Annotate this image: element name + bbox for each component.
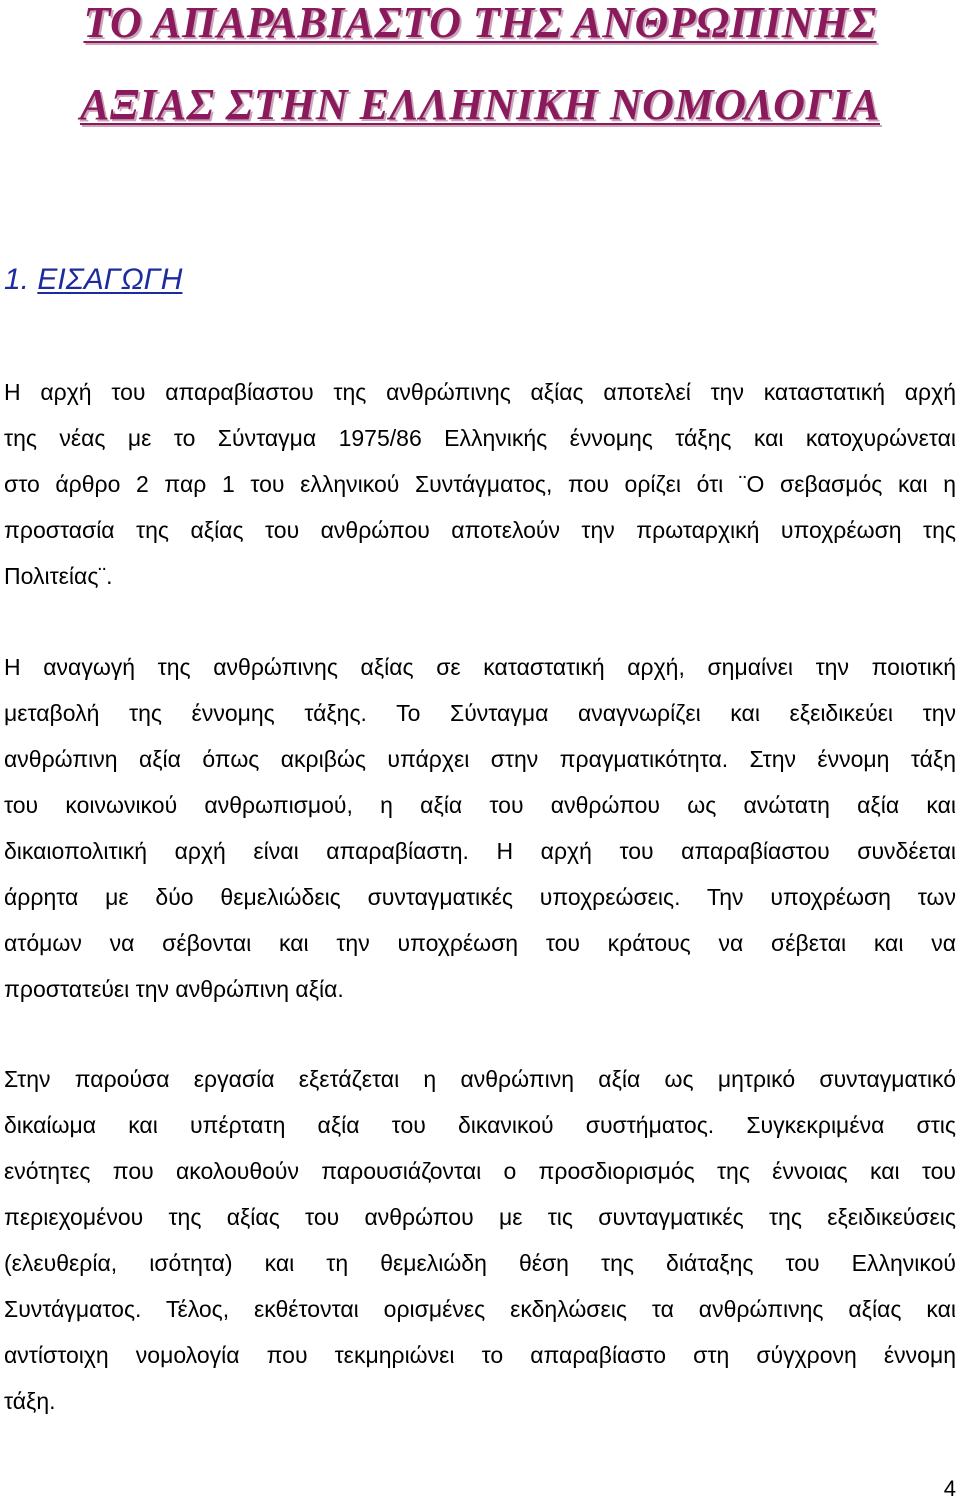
paragraph-line: Η αρχή του απαραβίαστου της ανθρώπινης αξίας αποτελεί την καταστατική αρχή bbox=[4, 379, 956, 405]
paragraph-line: Στην παρούσα εργασία εξετάζεται η ανθρώπινη αξία ως μητρικό συνταγματικό bbox=[4, 1066, 956, 1092]
paragraph-1 bbox=[4, 369, 956, 599]
document-title-line-1: ΤΟ ΑΠΑΡΑΒΙΑΣΤΟ ΤΗΣ ΑΝΘΡΩΠΙΝΗΣ bbox=[83, 0, 877, 47]
paragraph-line: δικαίωμα και υπέρτατη αξία του δικανικού συστήματος. Συγκεκριμένα στις bbox=[4, 1112, 956, 1138]
paragraph-line: προστατεύει την ανθρώπινη αξία. bbox=[4, 976, 344, 1002]
page-number: 4 bbox=[943, 1476, 956, 1501]
paragraph-line: προστασία της αξίας του ανθρώπου αποτελούν την πρωταρχική υποχρέωση της bbox=[4, 517, 956, 543]
paragraph-line: στο άρθρο 2 παρ 1 του ελληνικού Συντάγματος, που ορίζει ότι ¨Ο σεβασμός και η bbox=[4, 471, 956, 497]
section-heading bbox=[4, 258, 182, 302]
paragraph-line: ενότητες που ακολουθούν παρουσιάζονται ο προσδιορισμός της έννοιας και του bbox=[4, 1158, 956, 1184]
paragraph-line: της νέας με το Σύνταγμα 1975/86 Ελληνικής έννομης τάξης και κατοχυρώνεται bbox=[4, 425, 956, 451]
paragraph-line: περιεχομένου της αξίας του ανθρώπου με τις συνταγματικές της εξειδικεύσεις bbox=[4, 1204, 956, 1230]
paragraph-line: μεταβολή της έννομης τάξης. Το Σύνταγμα αναγνωρίζει και εξειδικεύει την bbox=[4, 700, 956, 726]
section-title: ΕΙΣΑΓΩΓΗ bbox=[37, 263, 183, 296]
paragraph-line: Συντάγματος. Τέλος, εκθέτονται ορισμένες εκδηλώσεις τα ανθρώπινης αξίας και bbox=[4, 1296, 956, 1322]
paragraph-line: Πολιτείας¨. bbox=[4, 563, 113, 589]
paragraph-line: άρρητα με δύο θεμελιώδεις συνταγματικές υποχρεώσεις. Την υποχρέωση των bbox=[4, 884, 956, 910]
paragraph-line: ανθρώπινη αξία όπως ακριβώς υπάρχει στην πραγματικότητα. Στην έννομη τάξη bbox=[4, 746, 956, 772]
paragraph-2 bbox=[4, 644, 956, 1012]
section-number: 1. bbox=[4, 263, 30, 296]
paragraph-line: (ελευθερία, ισότητα) και τη θεμελιώδη θέση της διάταξης του Ελληνικού bbox=[4, 1250, 956, 1276]
paragraph-line: του κοινωνικού ανθρωπισμού, η αξία του ανθρώπου ως ανώτατη αξία και bbox=[4, 792, 956, 818]
paragraph-line: Η αναγωγή της ανθρώπινης αξίας σε καταστατική αρχή, σημαίνει την ποιοτική bbox=[4, 654, 956, 680]
paragraph-line: δικαιοπολιτική αρχή είναι απαραβίαστη. Η αρχή του απαραβίαστου συνδέεται bbox=[4, 838, 956, 864]
paragraph-line: αντίστοιχη νομολογία που τεκμηριώνει το απαραβίαστο στη σύγχρονη έννομη bbox=[4, 1342, 956, 1368]
document-title-line-2: ΑΞΙΑΣ ΣΤΗΝ ΕΛΛΗΝΙΚΗ ΝΟΜΟΛΟΓΙΑ bbox=[79, 80, 880, 129]
paragraph-line: τάξη. bbox=[4, 1388, 56, 1414]
paragraph-3 bbox=[4, 1056, 956, 1424]
paragraph-line: ατόμων να σέβονται και την υποχρέωση του κράτους να σέβεται και να bbox=[4, 930, 956, 956]
